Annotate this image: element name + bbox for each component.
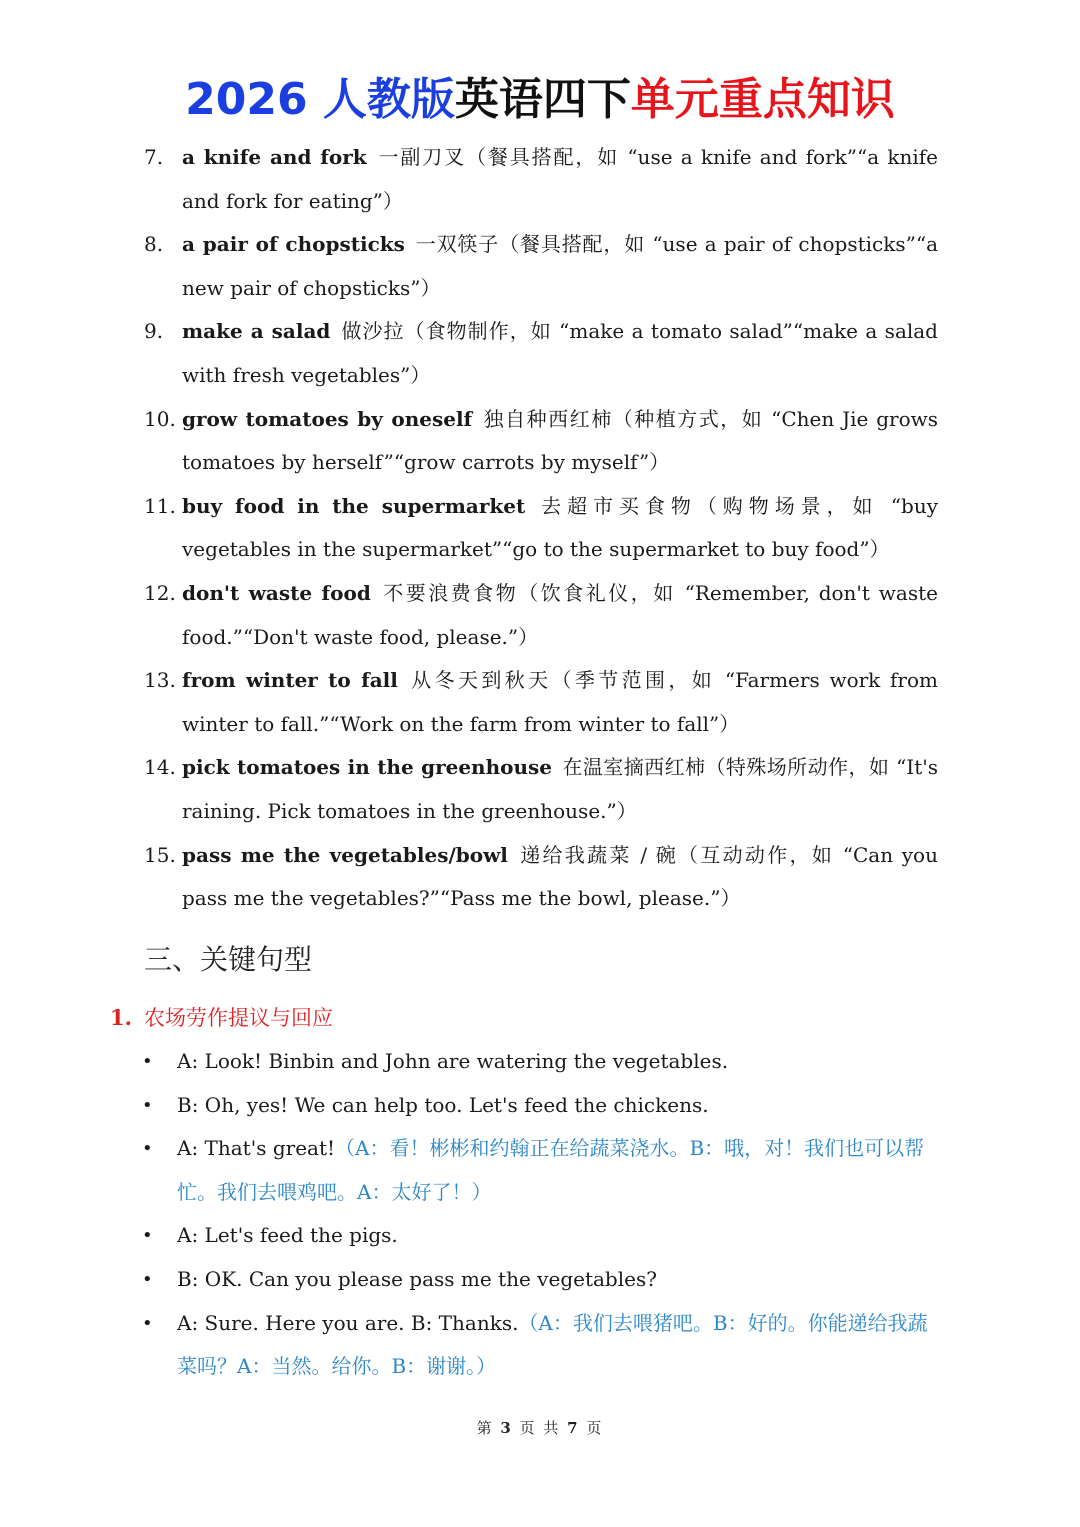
dialog-line: [142, 1127, 938, 1214]
vocab-description: 去超市买食物（购物场景，如 “buy vegetables in the supermarket”“go to the supermarket to buy food”）: [182, 493, 938, 562]
vocab-description: 一副刀叉（餐具搭配，如 “use a knife and fork”“a knife and fork for eating”）: [182, 145, 938, 213]
vocab-item: [144, 223, 938, 310]
dialog-english: B: Oh, yes! We can help too. Let's feed the chickens.: [177, 1092, 709, 1117]
dialog-line: [142, 1258, 938, 1302]
page-title-part-2: 英语四下: [454, 74, 631, 125]
vocab-term: don't waste food: [182, 580, 371, 605]
vocab-description: 一双筷子（餐具搭配，如 “use a pair of chopsticks”“a new pair of chopsticks”）: [182, 232, 939, 300]
vocab-term: pass me the vegetables/bowl: [182, 842, 508, 867]
vocab-description: 递给我蔬菜 / 碗（互动动作，如 “Can you pass me the vegetables?”“Pass me the bowl, please.”）: [182, 842, 938, 911]
subsection-title: 农场劳作提议与回应: [144, 1006, 333, 1030]
dialog-english: A: That's great!: [177, 1136, 336, 1161]
dialog-line: [142, 1302, 938, 1389]
vocab-term: buy food in the supermarket: [182, 493, 526, 518]
vocab-item: [144, 310, 938, 397]
bullet-icon: •: [142, 1225, 153, 1247]
vocab-number: 11.: [144, 493, 176, 518]
vocab-description: 做沙拉（食物制作，如 “make a tomato salad”“make a salad with fresh vegetables”）: [182, 319, 938, 387]
page-title-part-1: 2026 人教版: [185, 74, 455, 125]
vocab-number: 7.: [144, 145, 164, 169]
vocab-term: a pair of chopsticks: [182, 232, 405, 257]
vocab-item: [144, 659, 938, 746]
dialog-line: [142, 1214, 938, 1258]
dialog-english: B: OK. Can you please pass me the vegetables?: [177, 1266, 657, 1291]
footer-prefix: 第: [476, 1419, 494, 1437]
subsection-heading: [110, 998, 333, 1038]
vocab-term: from winter to fall: [182, 668, 398, 693]
dialog-translation: （A：我们去喂猪吧。B：好的。你能递给我蔬菜吗？A：当然。给你。B：谢谢。）: [177, 1310, 928, 1379]
footer-suffix: 页: [586, 1419, 604, 1437]
vocab-number: 15.: [144, 842, 176, 867]
dialog-line: [142, 1040, 938, 1084]
vocab-term: pick tomatoes in the greenhouse: [182, 755, 553, 780]
vocab-item: [144, 485, 938, 572]
vocab-term: a knife and fork: [182, 145, 367, 169]
section-heading: 三、关键句型: [144, 943, 313, 976]
dialog-english: A: Sure. Here you are. B: Thanks.: [177, 1310, 519, 1335]
vocab-list: [144, 136, 938, 921]
vocab-number: 10.: [144, 406, 176, 431]
bullet-icon: •: [142, 1312, 153, 1334]
vocab-number: 14.: [144, 755, 176, 780]
current-page-number: 3: [500, 1419, 513, 1437]
vocab-item: [144, 398, 938, 485]
bullet-icon: •: [142, 1051, 153, 1072]
page-title-part-3: 单元重点知识: [630, 74, 895, 125]
vocab-item: [144, 572, 938, 659]
bullet-icon: •: [142, 1138, 153, 1160]
vocab-term: grow tomatoes by oneself: [182, 406, 473, 431]
subsection-number: 1.: [110, 1005, 132, 1030]
dialog-english: A: Let's feed the pigs.: [177, 1223, 398, 1248]
vocab-description: 在温室摘西红柿（特殊场所动作，如 “It's raining. Pick tomatoes in the greenhouse.”）: [182, 755, 939, 823]
vocab-number: 12.: [144, 580, 176, 605]
vocab-term: make a salad: [182, 319, 331, 344]
footer-middle: 页 共: [519, 1419, 561, 1437]
bullet-icon: •: [142, 1094, 153, 1116]
vocab-item: [144, 834, 938, 921]
dialog-english: A: Look! Binbin and John are watering the vegetables.: [177, 1049, 729, 1073]
vocab-item: [144, 746, 938, 833]
dialog-translation: （A：看！彬彬和约翰正在给蔬菜浇水。B：哦，对！我们也可以帮忙。我们去喂鸡吧。A：太好了！）: [177, 1136, 925, 1204]
vocab-item: [144, 136, 938, 223]
vocab-number: 9.: [144, 319, 164, 344]
vocab-number: 8.: [144, 232, 164, 257]
page-title: [0, 70, 1080, 130]
bullet-icon: •: [142, 1268, 153, 1290]
vocab-description: 独自种西红柿（种植方式，如 “Chen Jie grows tomatoes by herself”“grow carrots by myself”）: [182, 406, 939, 475]
vocab-number: 13.: [144, 668, 176, 693]
dialog-line: [142, 1084, 938, 1128]
dialog-list: [142, 1040, 938, 1389]
vocab-description: 从冬天到秋天（季节范围，如 “Farmers work from winter to fall.”“Work on the farm from winter to fall”）: [182, 668, 938, 736]
total-page-number: 7: [567, 1419, 580, 1437]
page-footer: [0, 1416, 1080, 1440]
vocab-description: 不要浪费食物（饮食礼仪，如 “Remember, don't waste food.”“Don't waste food, please.”）: [182, 580, 938, 649]
